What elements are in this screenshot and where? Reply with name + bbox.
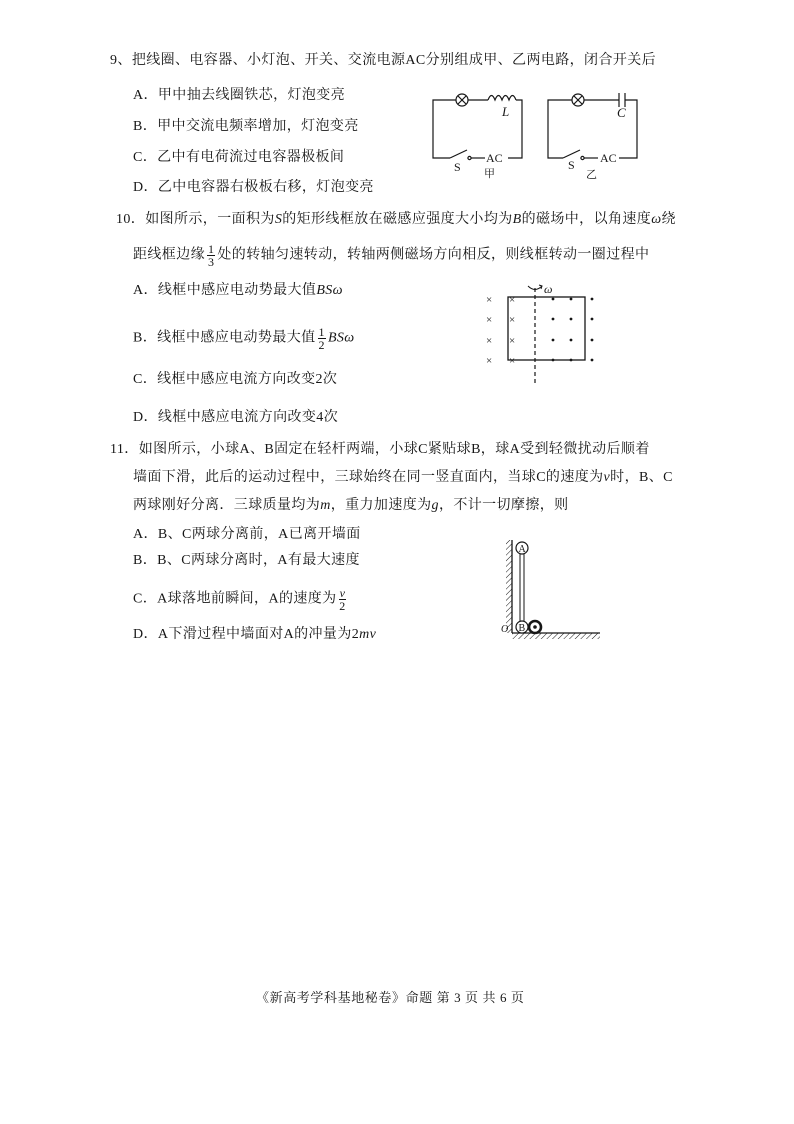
q11-fraction-v-over-2 xyxy=(339,587,347,612)
q10-option-d: D．线框中感应电流方向改变4次 xyxy=(133,410,339,425)
q10-var-b: B xyxy=(512,212,522,227)
q11-option-c-text: C．A球落地前瞬间，A的速度为 xyxy=(133,591,337,607)
q11-option-d-coef: 2 xyxy=(351,627,360,642)
field-into-page-mark: × xyxy=(509,314,516,326)
q10-magnetic-field-diagram xyxy=(478,283,603,388)
q11-line-2a: 墙面下滑，此后的运动过程中，三球始终在同一竖直面内，当球C的速度为 xyxy=(133,470,604,485)
q9-option-b: B．甲中交流电频率增加，灯泡变亮 xyxy=(133,119,359,134)
page-footer: 《新高考学科基地秘卷》命题 第 3 页 共 6 页 xyxy=(256,990,525,1005)
circuit-right-wire-left xyxy=(548,100,572,158)
field-into-page-mark: × xyxy=(509,335,516,347)
q10-stem-line-2 xyxy=(133,243,649,268)
field-out-of-page-mark xyxy=(570,339,573,342)
omega-label: ω xyxy=(544,282,553,296)
field-into-page-mark: × xyxy=(486,355,493,367)
field-out-of-page-mark xyxy=(591,298,594,301)
q10-option-a-text: A．线框中感应电动势最大值 xyxy=(133,283,317,298)
switch-label-left: S xyxy=(454,160,461,174)
q11-option-b: B．B、C两球分离时，A有最大速度 xyxy=(133,553,360,568)
lamp-icon xyxy=(456,94,468,106)
circuit-right xyxy=(548,93,637,181)
q9-number: 9、 xyxy=(110,53,132,68)
q11-line-1: 如图所示，小球A、B固定在轻杆两端，小球C紧贴球B，球A受到轻微扰动后顺着 xyxy=(138,442,650,457)
fraction-numerator: v xyxy=(339,586,346,600)
q11-var-v: v xyxy=(603,470,611,485)
fraction-numerator: 1 xyxy=(208,242,215,256)
switch-contact-right xyxy=(581,156,584,159)
q10-stem-1d: 绕 xyxy=(661,212,676,227)
q11-number: 11． xyxy=(110,442,139,457)
q11-stem-line-2 xyxy=(133,469,673,487)
q10-stem-line-1 xyxy=(116,211,676,229)
ball-a-label: A xyxy=(518,544,526,555)
q10-stem-1b: 的矩形线框放在磁感应强度大小均为 xyxy=(282,212,513,227)
field-out-of-page-mark xyxy=(591,359,594,362)
circuit-left-wire-left xyxy=(433,100,456,158)
q11-line-2b: 时，B、C xyxy=(610,470,673,485)
q11-option-d-text: D．A下滑过程中墙面对A的冲量为 xyxy=(133,627,352,642)
q11-line-3b: ，重力加速度为 xyxy=(330,498,432,513)
q10-fraction-one-half xyxy=(318,326,326,351)
q11-stem-line-1 xyxy=(110,441,650,459)
q11-option-d-expr: mv xyxy=(359,627,377,642)
inductor-label: L xyxy=(502,104,510,119)
switch-label-right: S xyxy=(568,158,575,172)
inductor-coil xyxy=(488,96,516,101)
q9-option-c: C．乙中有电荷流过电容器极板间 xyxy=(133,150,345,165)
field-out-of-page-mark xyxy=(570,298,573,301)
q11-line-3a: 两球刚好分离．三球质量均为 xyxy=(133,498,321,513)
circuit-left-wire-right xyxy=(508,100,522,158)
circuit-left xyxy=(433,94,522,180)
q10-option-a xyxy=(133,282,343,300)
source-label-left: AC xyxy=(486,151,503,165)
field-out-of-page-mark xyxy=(570,359,573,362)
field-into-page-mark: × xyxy=(509,294,516,306)
circuit-label-right: 乙 xyxy=(586,169,597,181)
ball-b-label: B xyxy=(518,623,526,634)
field-out-of-page-mark xyxy=(552,359,555,362)
origin-label: O xyxy=(501,624,509,635)
field-out-of-page-mark xyxy=(591,339,594,342)
q9-stem-text: 把线圈、电容器、小灯泡、开关、交流电源AC分别组成甲、乙两电路，闭合开关后 xyxy=(131,53,657,68)
field-into-page-mark: × xyxy=(486,314,493,326)
rectangular-coil xyxy=(508,297,585,360)
switch-blade-left xyxy=(450,150,467,158)
q11-var-m: m xyxy=(320,498,331,513)
q10-option-c: C．线框中感应电流方向改变2次 xyxy=(133,372,338,387)
wall-hatching xyxy=(506,540,512,633)
q10-stem-2a: 距线框边缘 xyxy=(133,247,205,263)
q9-option-a: A．甲中抽去线圈铁芯，灯泡变亮 xyxy=(133,88,346,103)
fraction-denominator: 2 xyxy=(339,599,346,613)
q11-stem-line-3 xyxy=(133,497,569,515)
field-out-of-page-mark xyxy=(552,298,555,301)
q10-var-omega: ω xyxy=(651,212,662,227)
source-label-right: AC xyxy=(600,151,617,165)
field-out-of-page-mark xyxy=(591,318,594,321)
fraction-denominator: 3 xyxy=(208,255,215,269)
q11-option-d xyxy=(133,626,376,644)
lamp-icon xyxy=(572,94,584,106)
q10-stem-1c: 的磁场中，以角速度 xyxy=(521,212,652,227)
q11-option-a: A．B、C两球分离前，A已离开墙面 xyxy=(133,527,361,542)
field-out-of-page-mark xyxy=(570,318,573,321)
switch-contact-left xyxy=(468,156,471,159)
fraction-denominator: 2 xyxy=(318,338,325,352)
q11-option-c xyxy=(133,587,348,612)
q11-wall-rod-diagram xyxy=(492,535,607,645)
fraction-numerator: 1 xyxy=(318,325,325,339)
field-out-of-page-mark xyxy=(552,318,555,321)
q9-stem xyxy=(110,52,656,70)
circuit-label-left: 甲 xyxy=(484,168,495,180)
q10-fraction-one-third xyxy=(207,243,215,268)
q9-circuit-diagram xyxy=(420,85,650,185)
q10-option-b xyxy=(133,326,355,351)
q10-option-b-text: B．线框中感应电动势最大值 xyxy=(133,330,316,346)
q10-stem-1a: 如图所示，一面积为 xyxy=(145,212,275,227)
capacitor-label: C xyxy=(617,105,626,120)
field-out-of-page-mark xyxy=(552,339,555,342)
q9-option-d: D．乙中电容器右极板右移，灯泡变亮 xyxy=(133,180,374,195)
q11-var-g: g xyxy=(431,498,439,513)
q10-stem-2b: 处的转轴匀速转动，转轴两侧磁场方向相反，则线框转动一圈过程中 xyxy=(217,247,650,263)
ball-c-center xyxy=(533,625,537,629)
q10-var-s: S xyxy=(274,212,283,227)
floor-hatching xyxy=(512,633,600,639)
q11-line-3c: ，不计一切摩擦，则 xyxy=(438,498,569,513)
field-into-page-mark: × xyxy=(509,355,516,367)
q10-option-a-expr: BSω xyxy=(316,283,343,298)
q10-option-b-expr: BSω xyxy=(327,330,355,346)
q10-number: 10． xyxy=(116,212,146,227)
field-into-page-mark: × xyxy=(486,294,493,306)
field-into-page-mark: × xyxy=(486,335,493,347)
switch-blade-right xyxy=(563,150,580,158)
field-marks xyxy=(486,294,593,367)
